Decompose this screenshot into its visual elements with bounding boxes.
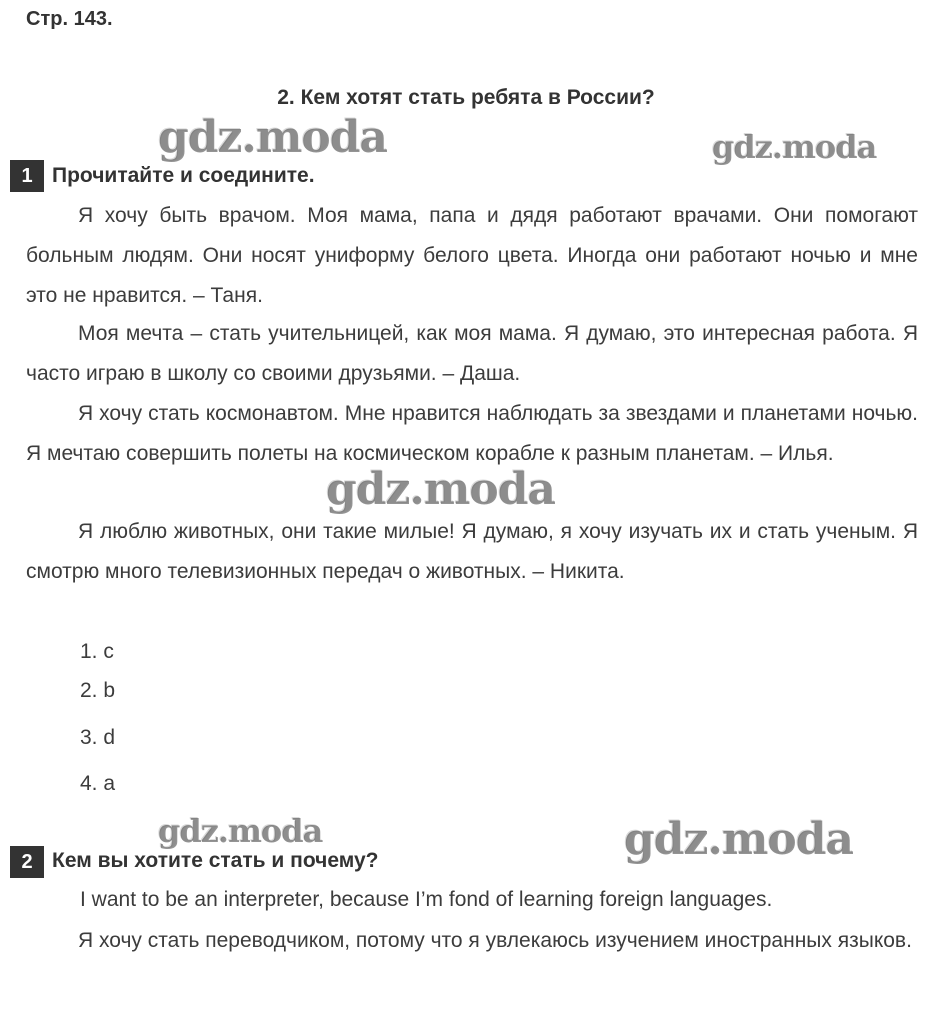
watermark-logo: gdz.moda xyxy=(326,464,556,515)
section-title: 2. Кем хотят стать ребята в России? xyxy=(277,86,655,109)
answer-item: 4. a xyxy=(80,772,116,795)
text-paragraph: Моя мечта – стать учительницей, как моя мама. Я думаю, это интересная работа. Я часто играю в школу со своими друзьями. – Даша. xyxy=(26,322,918,385)
task-number-badge: 2 xyxy=(10,846,44,878)
watermark-logo: gdz.moda xyxy=(712,128,877,166)
task-title: Кем вы хотите стать и почему? xyxy=(52,849,379,872)
answer-item: 3. d xyxy=(80,726,116,749)
watermark-logo: gdz.moda xyxy=(624,814,854,865)
text-paragraph: Я хочу быть врачом. Моя мама, папа и дядя работают врачами. Они помогают больным людям. Они носят униформу белого цвета. Иногда они работают ночью и мне это не нравится. – Таня. xyxy=(26,204,918,307)
page-number: Стр. 143. xyxy=(26,8,113,30)
task-title: Прочитайте и соедините. xyxy=(52,164,315,187)
text-paragraph: Я хочу стать космонавтом. Мне нравится наблюдать за звездами и планетами ночью. Я мечтаю совершить полеты на космическом корабле к разным планетам. – Илья. xyxy=(26,402,918,465)
text-paragraph: Я люблю животных, они такие милые! Я думаю, я хочу изучать их и стать ученым. Я смотрю много телевизионных передач о животных. – Никита. xyxy=(26,520,918,583)
answer-item: 1. c xyxy=(80,640,114,663)
task-number-badge: 1 xyxy=(10,160,44,192)
answer-item: 2. b xyxy=(80,679,116,702)
watermark-logo: gdz.moda xyxy=(158,112,388,163)
english-answer: I want to be an interpreter, because I’m fond of learning foreign languages. xyxy=(80,888,773,911)
russian-answer: Я хочу стать переводчиком, потому что я увлекаюсь изучением иностранных языков. xyxy=(78,929,912,952)
watermark-logo: gdz.moda xyxy=(158,812,323,850)
